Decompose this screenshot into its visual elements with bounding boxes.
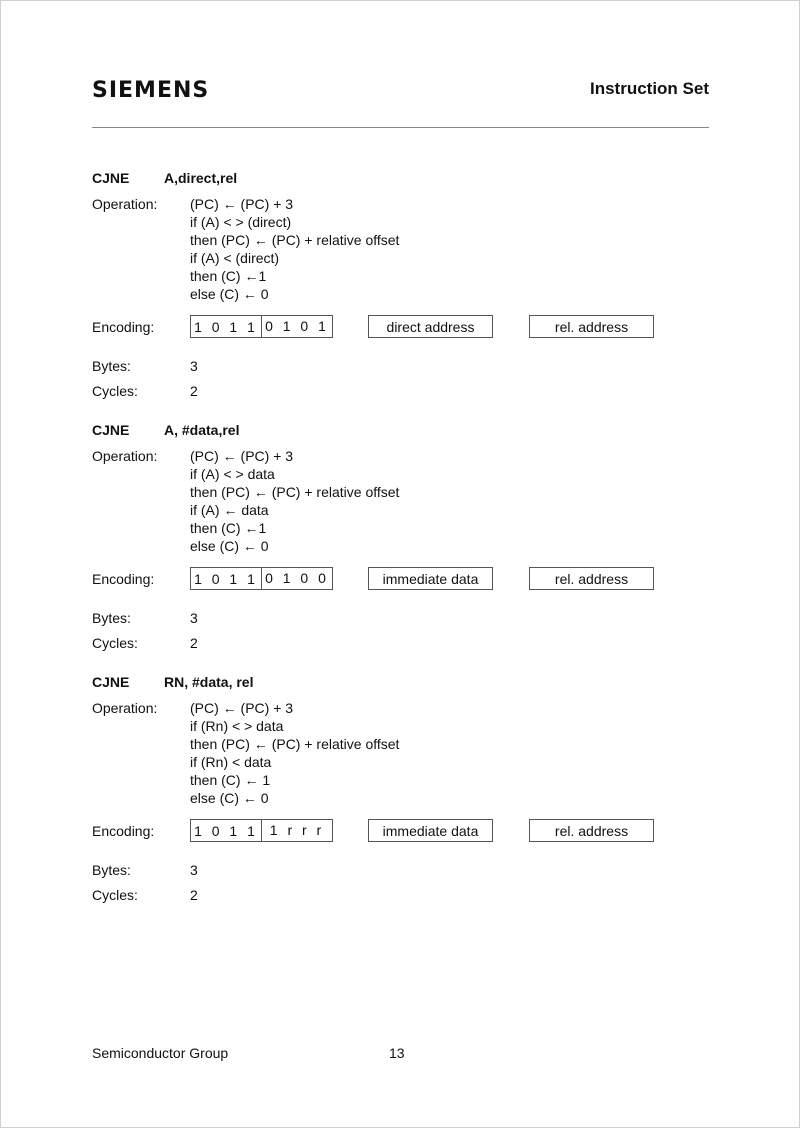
encoding-label: Encoding: xyxy=(92,319,155,335)
opcode-low-nibble: 0 1 0 1 xyxy=(261,316,332,337)
cycles-value: 2 xyxy=(190,635,198,651)
byte3-box: rel. address xyxy=(529,315,654,338)
mnemonic: CJNE xyxy=(92,674,130,690)
bytes-value: 3 xyxy=(190,610,198,626)
opcode-low-nibble: 1 r r r xyxy=(261,820,332,841)
header-divider xyxy=(92,127,709,128)
footer-company: Semiconductor Group xyxy=(92,1045,229,1061)
byte2-box: immediate data xyxy=(368,819,493,842)
bytes-value: 3 xyxy=(190,862,198,878)
operation-line: if (Rn) < data xyxy=(190,754,272,770)
page-number: 13 xyxy=(389,1045,405,1061)
operation-line: if (Rn) < > data xyxy=(190,718,284,734)
operation-line: then (PC) ← (PC) + relative offset xyxy=(190,736,400,752)
opcode-high-nibble: 1 0 1 1 xyxy=(194,318,258,335)
operation-line: else (C) ← 0 xyxy=(190,790,269,806)
instruction-section xyxy=(92,169,712,409)
operation-line: if (A) < > (direct) xyxy=(190,214,292,230)
mnemonic: CJNE xyxy=(92,170,130,186)
opcode-high-nibble: 1 0 1 1 xyxy=(194,822,258,839)
opcode-low-nibble: 0 1 0 0 xyxy=(261,568,332,589)
operation-line: if (A) < (direct) xyxy=(190,250,280,266)
cycles-value: 2 xyxy=(190,887,198,903)
operation-label: Operation: xyxy=(92,700,158,716)
operation-line: if (A) ← data xyxy=(190,502,269,518)
operation-line: then (C) ←1 xyxy=(190,520,267,536)
header-title: Instruction Set xyxy=(589,79,709,98)
cycles-label: Cycles: xyxy=(92,887,138,903)
bytes-label: Bytes: xyxy=(92,862,131,878)
opcode-box xyxy=(190,315,333,338)
encoding-label: Encoding: xyxy=(92,823,155,839)
bytes-label: Bytes: xyxy=(92,610,131,626)
operation-line: then (PC) ← (PC) + relative offset xyxy=(190,232,400,248)
operation-line: (PC) ← (PC) + 3 xyxy=(190,448,294,464)
bytes-value: 3 xyxy=(190,358,198,374)
bytes-label: Bytes: xyxy=(92,358,131,374)
operation-line: (PC) ← (PC) + 3 xyxy=(190,700,294,716)
operands: A,direct,rel xyxy=(164,170,238,186)
operands: RN, #data, rel xyxy=(164,674,254,690)
operation-label: Operation: xyxy=(92,196,158,212)
byte2-box: direct address xyxy=(368,315,493,338)
operation-line: else (C) ← 0 xyxy=(190,286,269,302)
operation-line: (PC) ← (PC) + 3 xyxy=(190,196,294,212)
byte3-box: rel. address xyxy=(529,819,654,842)
cycles-label: Cycles: xyxy=(92,635,138,651)
siemens-logo: SIEMENS xyxy=(92,78,210,103)
operation-line: if (A) < > data xyxy=(190,466,275,482)
opcode-high-nibble: 1 0 1 1 xyxy=(194,570,258,587)
opcode-box xyxy=(190,819,333,842)
opcode-box xyxy=(190,567,333,590)
instruction-section xyxy=(92,421,712,661)
byte2-box: immediate data xyxy=(368,567,493,590)
operation-line: then (PC) ← (PC) + relative offset xyxy=(190,484,400,500)
instruction-section xyxy=(92,673,712,913)
cycles-value: 2 xyxy=(190,383,198,399)
cycles-label: Cycles: xyxy=(92,383,138,399)
operands: A, #data,rel xyxy=(164,422,240,438)
operation-line: then (C) ←1 xyxy=(190,268,267,284)
operation-line: else (C) ← 0 xyxy=(190,538,269,554)
byte3-box: rel. address xyxy=(529,567,654,590)
mnemonic: CJNE xyxy=(92,422,130,438)
operation-line: then (C) ← 1 xyxy=(190,772,271,788)
encoding-label: Encoding: xyxy=(92,571,155,587)
operation-label: Operation: xyxy=(92,448,158,464)
